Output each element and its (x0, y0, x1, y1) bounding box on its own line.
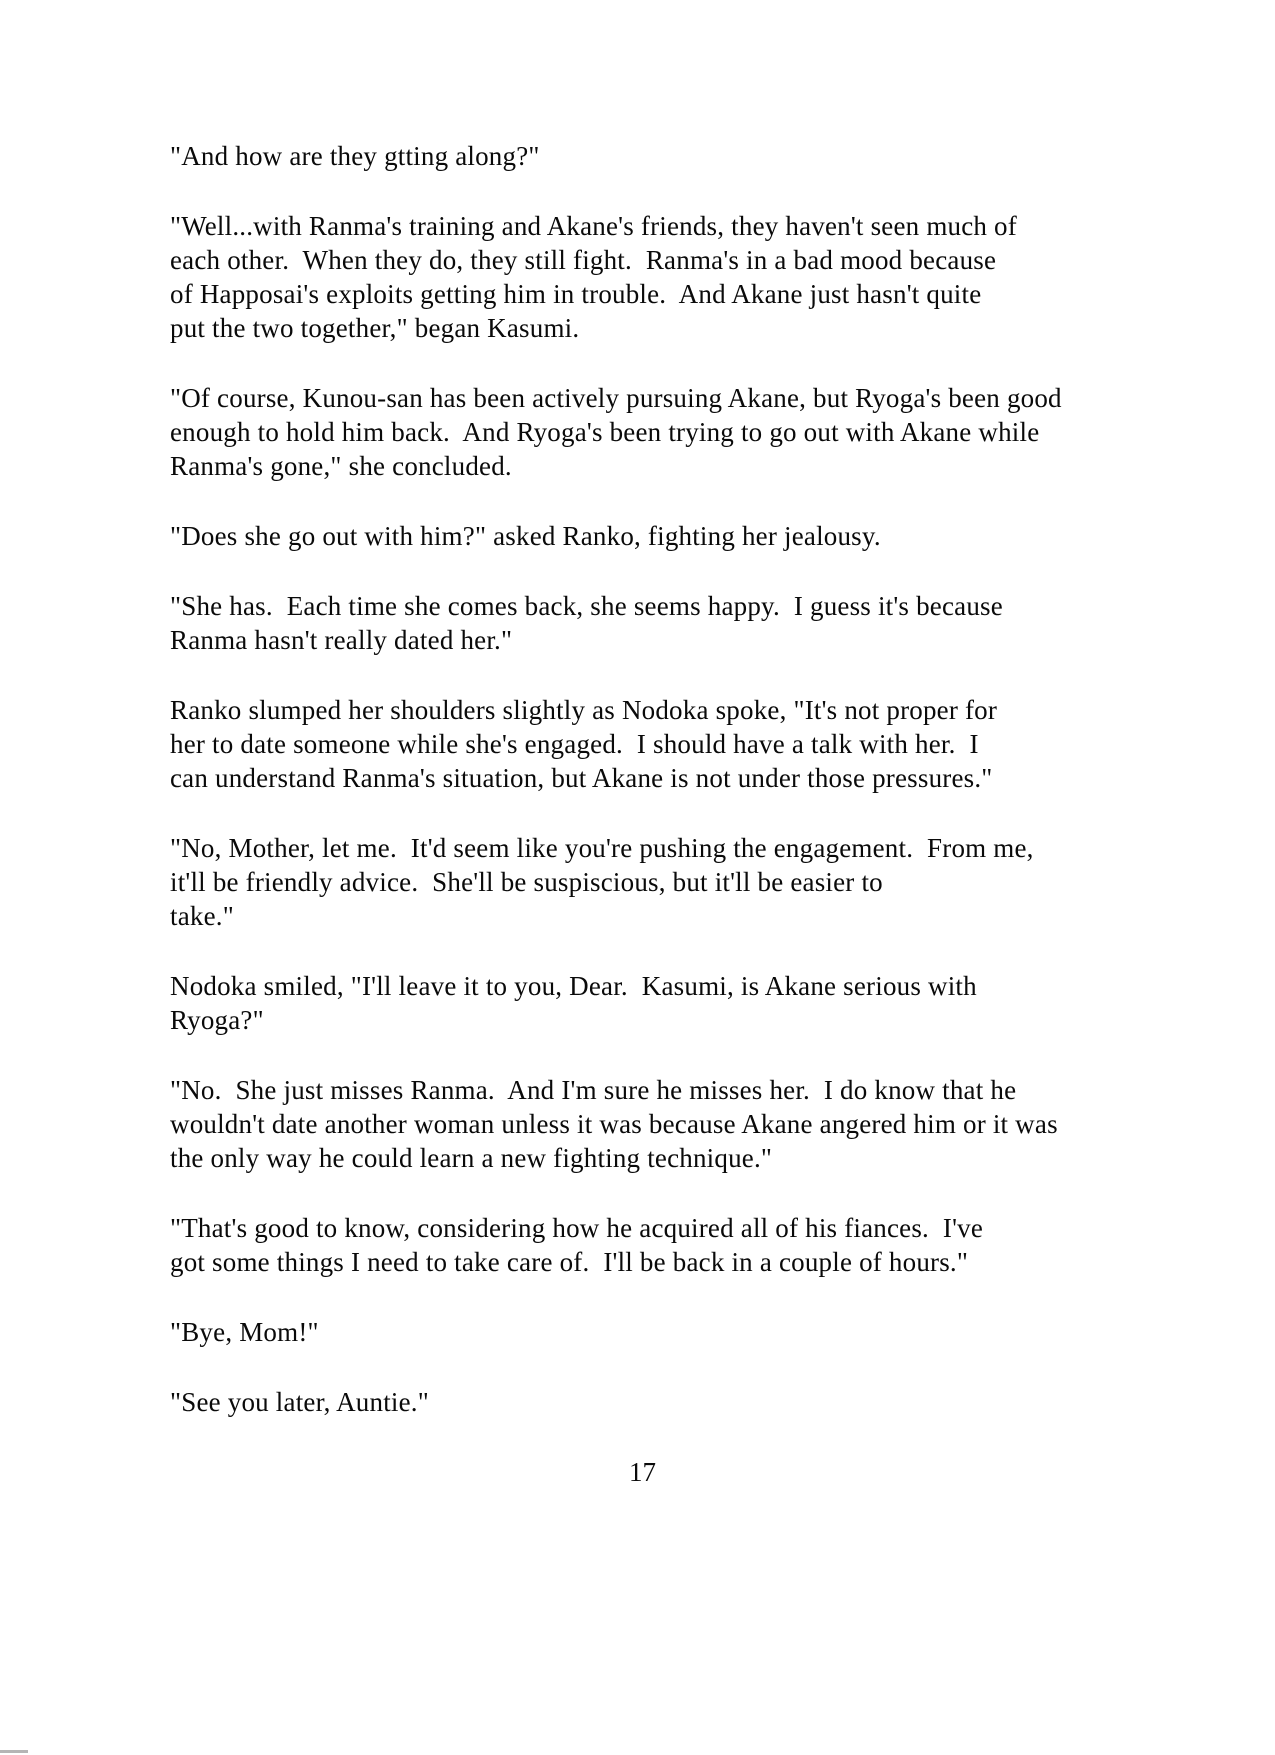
text-line: wouldn't date another woman unless it was because Akane angered him or it was (170, 1109, 1058, 1139)
paragraph-6 (170, 693, 1115, 795)
text-line: take." (170, 901, 234, 931)
text-line: "See you later, Auntie." (170, 1387, 429, 1417)
paragraph-10 (170, 1211, 1115, 1279)
text-line: Ranma's gone," she concluded. (170, 451, 512, 481)
paragraph-3 (170, 381, 1115, 483)
paragraph-7 (170, 831, 1115, 933)
text-line: "Well...with Ranma's training and Akane's friends, they haven't seen much of (170, 211, 1017, 241)
text-line: Ranko slumped her shoulders slightly as Nodoka spoke, "It's not proper for (170, 695, 998, 725)
text-line: can understand Ranma's situation, but Akane is not under those pressures." (170, 763, 993, 793)
paragraph-9 (170, 1073, 1115, 1175)
text-line: the only way he could learn a new fighting technique." (170, 1143, 773, 1173)
text-line: Ranma hasn't really dated her." (170, 625, 513, 655)
paragraph-8 (170, 969, 1115, 1037)
text-line: "Of course, Kunou-san has been actively pursuing Akane, but Ryoga's been good (170, 383, 1062, 413)
paragraph-12 (170, 1385, 1115, 1419)
text-line: Nodoka smiled, "I'll leave it to you, Dear. Kasumi, is Akane serious with (170, 971, 977, 1001)
text-line: her to date someone while she's engaged. I should have a talk with her. I (170, 729, 979, 759)
text-line: "No, Mother, let me. It'd seem like you're pushing the engagement. From me, (170, 833, 1034, 863)
text-line: "She has. Each time she comes back, she seems happy. I guess it's because (170, 591, 1003, 621)
text-line: "That's good to know, considering how he acquired all of his fiances. I've (170, 1213, 984, 1243)
text-line: "Does she go out with him?" asked Ranko, fighting her jealousy. (170, 521, 881, 551)
text-line: of Happosai's exploits getting him in trouble. And Akane just hasn't quite (170, 279, 982, 309)
text-line: Ryoga?" (170, 1005, 264, 1035)
text-line: "And how are they gtting along?" (170, 141, 540, 171)
text-line: put the two together," began Kasumi. (170, 313, 580, 343)
paragraph-11 (170, 1315, 1115, 1349)
scan-artifact-line (0, 1750, 28, 1753)
paragraph-2 (170, 209, 1115, 345)
text-line: it'll be friendly advice. She'll be suspiscious, but it'll be easier to (170, 867, 883, 897)
text-line: got some things I need to take care of. I'll be back in a couple of hours." (170, 1247, 969, 1277)
paragraph-4 (170, 519, 1115, 553)
paragraph-5 (170, 589, 1115, 657)
text-line: each other. When they do, they still fight. Ranma's in a bad mood because (170, 245, 997, 275)
paragraph-1 (170, 139, 1115, 173)
page-number: 17 (629, 1457, 656, 1487)
text-line: "No. She just misses Ranma. And I'm sure he misses her. I do know that he (170, 1075, 1017, 1105)
page-text (170, 139, 1115, 1489)
text-line: enough to hold him back. And Ryoga's been trying to go out with Akane while (170, 417, 1040, 447)
text-line: "Bye, Mom!" (170, 1317, 319, 1347)
